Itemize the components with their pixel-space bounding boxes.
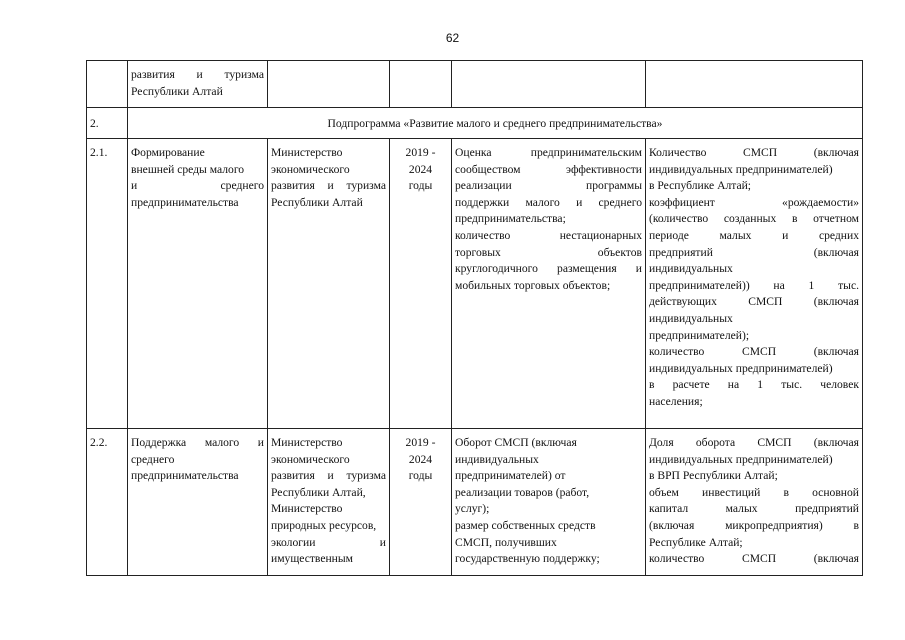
text-line: Министерство — [271, 502, 343, 516]
text-line: годы — [408, 469, 433, 483]
text-line: индивидуальных предпринимателей) — [649, 361, 833, 375]
period-cell — [390, 61, 452, 108]
text-line: количество нестационарных — [455, 228, 642, 242]
text-line: предпринимателей) от — [455, 469, 566, 483]
text-line: развития и туризма — [271, 469, 386, 483]
text-line: Республики Алтай — [131, 84, 223, 98]
row-number-cell: 2.2. — [87, 429, 128, 576]
text-line: сообществом эффективности — [455, 162, 642, 176]
text-line: действующих СМСП (включая — [649, 295, 859, 309]
text-line: населения; — [649, 394, 703, 408]
row-number-cell: 2. — [87, 108, 128, 139]
text-line: в ВРП Республики Алтай; — [649, 469, 778, 483]
text-line: мобильных торговых объектов; — [455, 278, 611, 292]
text-line: индивидуальных — [649, 311, 733, 325]
text-line: торговых объектов — [455, 245, 642, 259]
text-line: в Республике Алтай; — [649, 179, 752, 193]
text-line: развития и туризма — [271, 179, 386, 193]
indicators-cell — [452, 429, 646, 576]
row-number-cell — [87, 61, 128, 108]
targets-cell — [646, 429, 863, 576]
text-line: в расчете на 1 тыс. человек — [649, 378, 859, 392]
text-line: индивидуальных предпринимателей) — [649, 162, 833, 176]
text-line: Количество СМСП (включая — [649, 146, 859, 159]
text-line: внешней среды малого — [131, 162, 245, 176]
event-name-cell — [128, 139, 268, 429]
executor-cell — [268, 429, 390, 576]
text-line: поддержки малого и среднего — [455, 195, 642, 209]
indicators-cell — [452, 139, 646, 429]
text-line: предпринимательства — [131, 195, 239, 209]
text-line: предпринимательства — [131, 469, 239, 483]
table-row — [87, 61, 863, 108]
text-line: экологии и — [271, 535, 386, 549]
text-line: 2019 - — [405, 146, 436, 159]
text-line: предпринимательства; — [455, 212, 566, 226]
text-line: количество СМСП (включая — [649, 552, 859, 566]
text-line: размер собственных средств — [455, 518, 596, 532]
text-line: годы — [408, 179, 433, 193]
row-number-cell: 2.1. — [87, 139, 128, 429]
indicators-cell — [452, 61, 646, 108]
text-line: коэффициент «рождаемости» — [649, 195, 859, 209]
text-line: имущественным — [271, 552, 353, 566]
table-row — [87, 429, 863, 576]
text-line: предприятий (включая — [649, 245, 859, 259]
text-line: Доля оборота СМСП (включая — [649, 436, 859, 449]
text-line: услуг); — [455, 502, 490, 516]
text-line: круглогодичного размещения и — [455, 262, 642, 276]
text-line: предпринимателей); — [649, 328, 750, 342]
subprogram-title: Подпрограмма «Развитие малого и среднего предпринимательства» — [128, 108, 863, 139]
text-line: (количество созданных в отчетном — [649, 212, 859, 226]
text-line: количество СМСП (включая — [649, 345, 859, 359]
text-line: Министерство — [271, 436, 343, 449]
text-line: СМСП, получивших — [455, 535, 557, 549]
executor-cell — [268, 139, 390, 429]
text-line: индивидуальных предпринимателей) — [649, 452, 833, 466]
text-line: природных ресурсов, — [271, 518, 377, 532]
text-line: реализации программы — [455, 179, 642, 193]
text-line: развития и туризма — [131, 68, 264, 81]
text-line: экономического — [271, 452, 350, 466]
text-line: Оборот СМСП (включая — [455, 436, 577, 449]
text-line: предпринимателей)) на 1 тыс. — [649, 278, 859, 292]
text-line: реализации товаров (работ, — [455, 485, 590, 499]
text-line: государственную поддержку; — [455, 552, 600, 566]
page-number: 62 — [445, 31, 460, 45]
text-line: 2024 — [408, 162, 433, 176]
text-line: Поддержка малого и — [131, 436, 264, 449]
text-line: 2019 - — [405, 436, 436, 449]
text-line: среднего — [131, 452, 175, 466]
event-name-cell — [128, 429, 268, 576]
targets-cell — [646, 61, 863, 108]
text-line: экономического — [271, 162, 350, 176]
text-line: Министерство — [271, 146, 343, 159]
targets-cell — [646, 139, 863, 429]
text-line: Республики Алтай — [271, 195, 363, 209]
text-line: Формирование — [131, 146, 205, 159]
text-line: индивидуальных — [455, 452, 539, 466]
text-line: капитал малых предприятий — [649, 502, 859, 516]
text-line: объем инвестиций в основной — [649, 485, 859, 499]
event-name-cell — [128, 61, 268, 108]
text-line: Республики Алтай, — [271, 485, 366, 499]
subprogram-row — [87, 108, 863, 139]
text-line: периоде малых и средних — [649, 228, 859, 242]
text-line: Республике Алтай; — [649, 535, 743, 549]
text-line: индивидуальных — [649, 262, 733, 276]
text-line: Оценка предпринимательским — [455, 146, 642, 159]
text-line: 2024 — [408, 452, 433, 466]
text-line: и среднего — [131, 179, 264, 193]
period-cell — [390, 429, 452, 576]
table-row — [87, 139, 863, 429]
executor-cell — [268, 61, 390, 108]
text-line: (включая микропредприятия) в — [649, 518, 859, 532]
program-table — [86, 60, 863, 576]
period-cell — [390, 139, 452, 429]
